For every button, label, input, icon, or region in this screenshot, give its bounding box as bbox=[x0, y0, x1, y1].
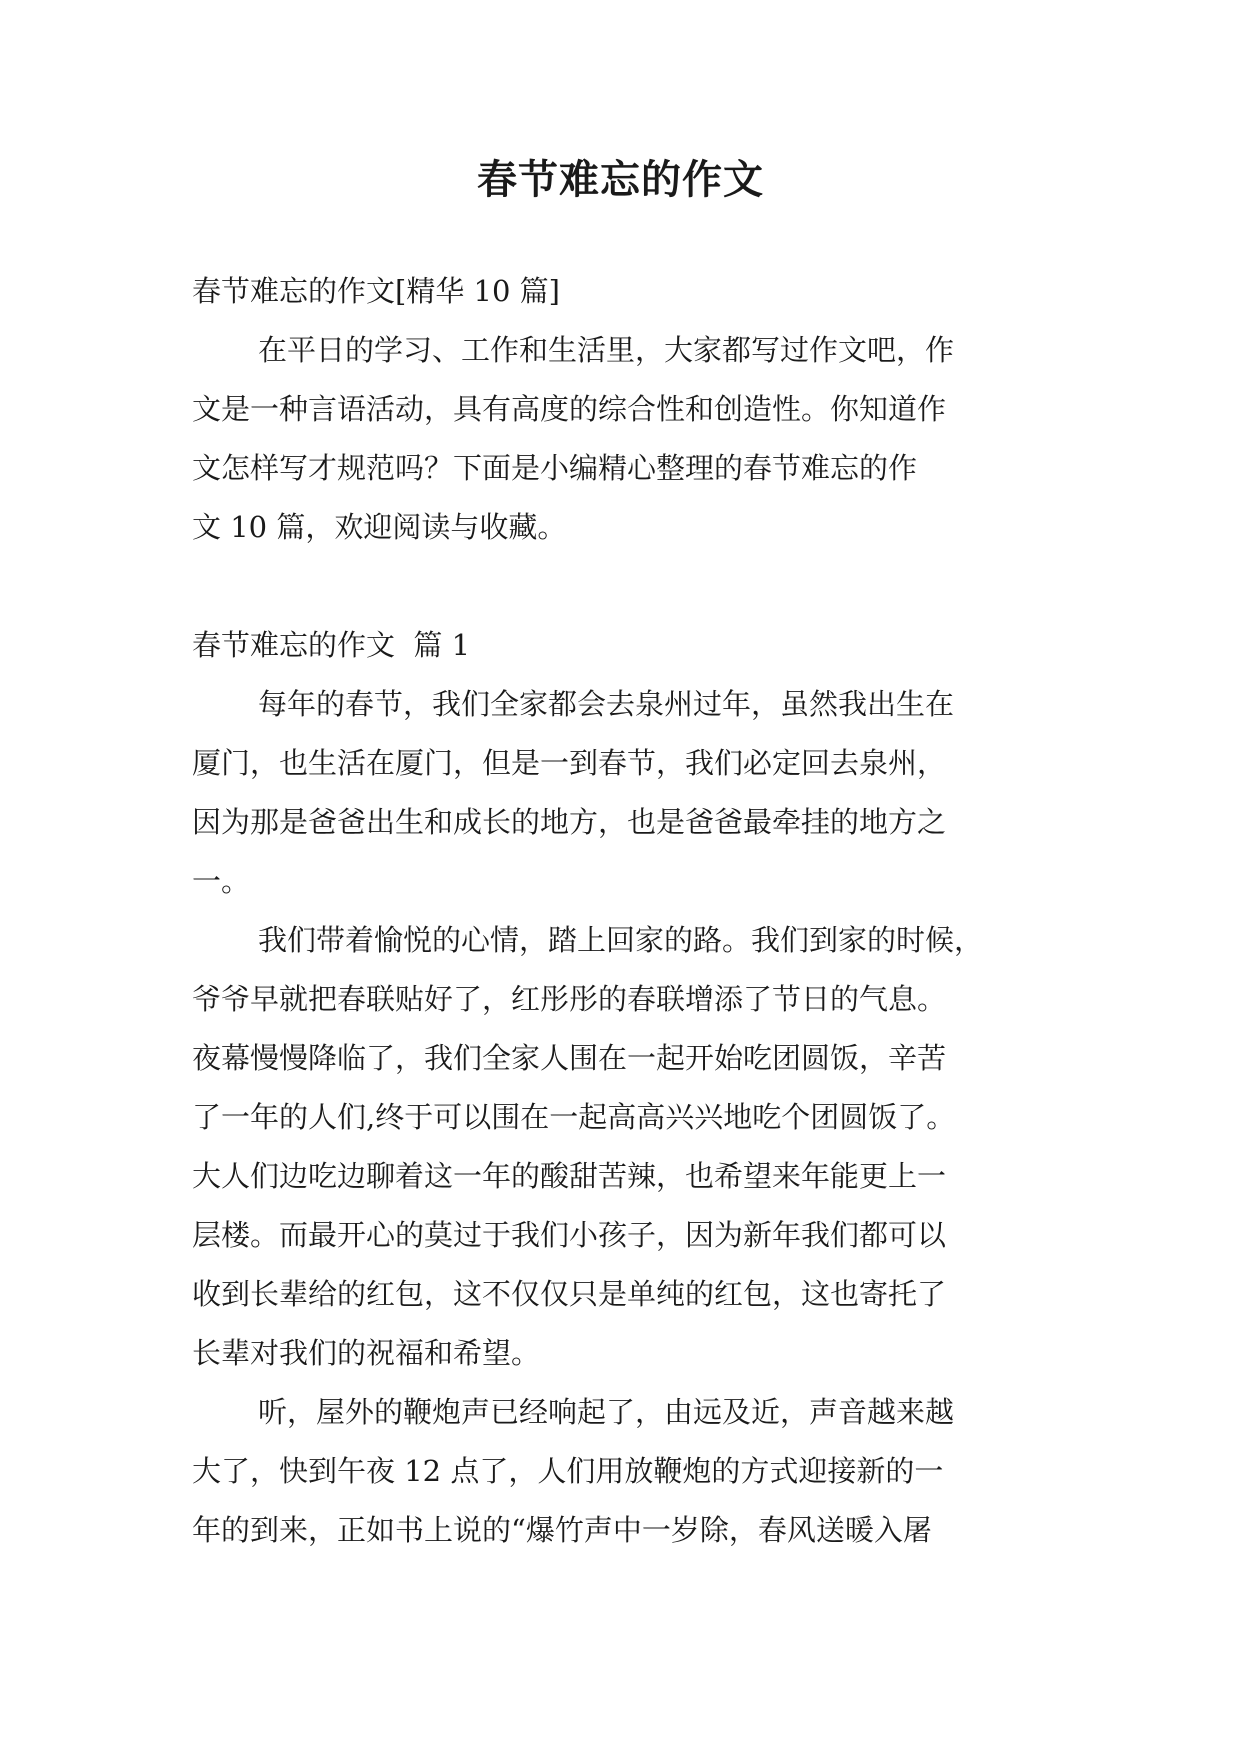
paragraph-line: 了一年的人们,终于可以围在一起高高兴兴地吃个团圆饭了。 bbox=[192, 1100, 956, 1134]
paragraph-line: 因为那是爸爸出生和成长的地方，也是爸爸最牵挂的地方之 bbox=[192, 805, 947, 839]
paragraph-line: 厦门，也生活在厦门，但是一到春节，我们必定回去泉州， bbox=[192, 746, 947, 780]
paragraph-line: 大人们边吃边聊着这一年的酸甜苦辣，也希望来年能更上一 bbox=[192, 1159, 947, 1193]
paragraph-line: 层楼。而最开心的莫过于我们小孩子，因为新年我们都可以 bbox=[192, 1218, 947, 1252]
document-subtitle: 春节难忘的作文[精华 10 篇] bbox=[192, 274, 560, 308]
blank-line bbox=[192, 557, 1052, 616]
paragraph-line: 文怎样写才规范吗？下面是小编精心整理的春节难忘的作 bbox=[192, 451, 918, 485]
paragraph-line: 大了，快到午夜 12 点了，人们用放鞭炮的方式迎接新的一 bbox=[192, 1454, 944, 1488]
paragraph-line: 文 10 篇，欢迎阅读与收藏。 bbox=[192, 510, 567, 544]
body-paragraph-2 bbox=[192, 911, 1052, 1383]
body-paragraph-1 bbox=[192, 675, 1052, 911]
document-title: 春节难忘的作文 bbox=[477, 156, 764, 203]
body-paragraph-3 bbox=[192, 1383, 1052, 1560]
paragraph-line: 收到长辈给的红包，这不仅仅只是单纯的红包，这也寄托了 bbox=[192, 1277, 947, 1311]
paragraph-line: 文是一种言语活动，具有高度的综合性和创造性。你知道作 bbox=[192, 392, 947, 426]
paragraph-line: 每年的春节，我们全家都会去泉州过年，虽然我出生在 bbox=[258, 687, 955, 721]
document-body bbox=[192, 262, 1052, 1560]
paragraph-line: 一。 bbox=[192, 864, 251, 898]
paragraph-line: 夜幕慢慢降临了，我们全家人围在一起开始吃团圆饭，辛苦 bbox=[192, 1041, 947, 1075]
paragraph-line: 长辈对我们的祝福和希望。 bbox=[192, 1336, 541, 1370]
paragraph-line: 年的到来，正如书上说的“爆竹声中一岁除，春风送暖入屠 bbox=[192, 1513, 932, 1547]
section-heading: 春节难忘的作文 篇 1 bbox=[192, 628, 471, 662]
paragraph-line: 听，屋外的鞭炮声已经响起了，由远及近，声音越来越 bbox=[258, 1395, 955, 1429]
paragraph-line: 我们带着愉悦的心情，踏上回家的路。我们到家的时候， bbox=[258, 923, 984, 957]
intro-paragraph bbox=[192, 321, 1052, 557]
paragraph-line: 爷爷早就把春联贴好了，红彤彤的春联增添了节日的气息。 bbox=[192, 982, 947, 1016]
paragraph-line: 在平日的学习、工作和生活里，大家都写过作文吧，作 bbox=[258, 333, 955, 367]
